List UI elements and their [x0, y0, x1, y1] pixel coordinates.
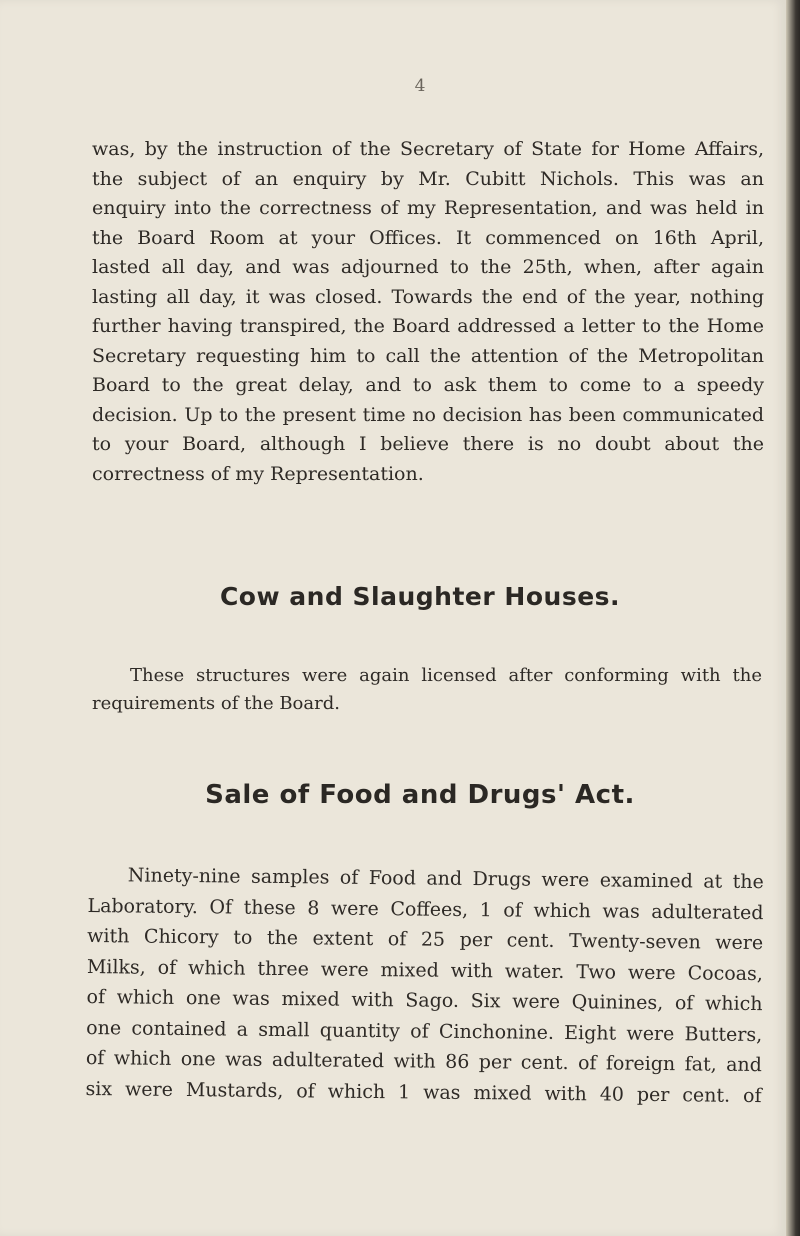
text-line: These structures were again licensed after conforming with the	[130, 665, 762, 686]
text-line: lasting all day, it was closed. Towards the end of the year, nothing	[92, 285, 764, 308]
text-line: decision. Up to the present time no decision has been communicated	[92, 403, 764, 426]
text-line: Laboratory. Of these 8 were Coffees, 1 of which was adulterated	[87, 894, 764, 924]
paragraph-enquiry	[92, 135, 764, 489]
text-line: of which one was mixed with Sago. Six were Quinines, of which	[86, 985, 763, 1016]
page-edge-shadow	[786, 0, 800, 1236]
page-number: 4	[414, 76, 426, 96]
text-line: six were Mustards, of which 1 was mixed with 40 per cent. of	[85, 1077, 762, 1107]
text-line: the subject of an enquiry by Mr. Cubitt Nichols. This was an	[92, 167, 764, 190]
text-line: one contained a small quantity of Cinchonine. Eight were Butters,	[86, 1016, 763, 1046]
text-line: Secretary requesting him to call the attention of the Metropolitan	[92, 344, 764, 367]
text-line: Milks, of which three were mixed with water. Two were Cocoas,	[86, 955, 763, 985]
text-line: Board to the great delay, and to ask them to come to a speedy	[92, 374, 764, 396]
text-line: of which one was adulterated with 86 per cent. of foreign fat, and	[85, 1046, 763, 1077]
text-line: with Chicory to the extent of 25 per cent. Twenty-seven were	[87, 924, 764, 955]
paragraph-structures	[92, 662, 762, 718]
text-line: lasted all day, and was adjourned to the 25th, when, after again	[92, 256, 764, 278]
text-line: correctness of my Representation.	[92, 462, 424, 485]
section-heading-food-drugs: Sale of Food and Drugs' Act.	[205, 780, 635, 810]
paragraph-samples	[85, 860, 764, 1111]
text-line: further having transpired, the Board addressed a letter to the Home	[92, 315, 764, 337]
text-line: requirements of the Board.	[92, 693, 340, 714]
text-line: the Board Room at your Offices. It commenced on 16th April,	[92, 226, 764, 249]
text-line: to your Board, although I believe there is no doubt about the	[92, 433, 764, 455]
text-line: Ninety-nine samples of Food and Drugs were examined at the	[127, 864, 764, 894]
section-heading-cow-slaughter: Cow and Slaughter Houses.	[219, 582, 621, 611]
text-line: was, by the instruction of the Secretary of State for Home Affairs,	[92, 138, 764, 160]
text-line: enquiry into the correctness of my Representation, and was held in	[92, 197, 764, 219]
